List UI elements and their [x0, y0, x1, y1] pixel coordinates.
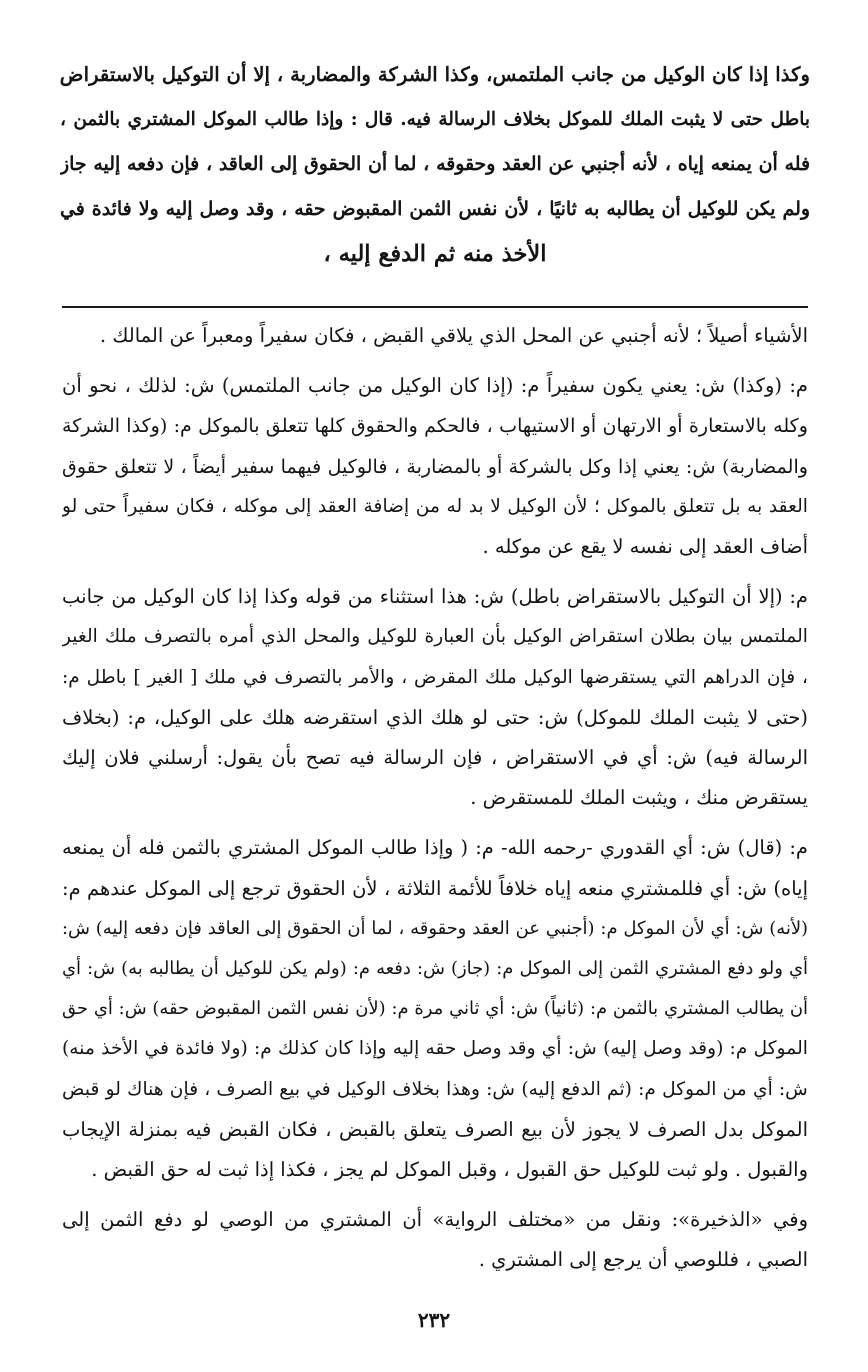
commentary-line: وفي «الذخيرة»: ونقل من «مختلف الرواية» أن المشتري من الوصي لو دفع الثمن إلى: [62, 1208, 808, 1232]
commentary-paragraph: [62, 577, 808, 818]
commentary-line: أضاف العقد إلى نفسه لا يقع عن موكله .: [482, 535, 808, 559]
commentary-line: الرسالة فيه) ش: أي في الاستقراض ، فإن الرسالة فيه تصح بأن يقول: أرسلني فلان إليك: [62, 746, 808, 770]
commentary-line: العقد به بل تتعلق بالموكل ؛ لأن الوكيل لا بد له من إضافة العقد إلى موكله ، فكان سفيراً حتى لو: [62, 495, 808, 517]
commentary-line: (لأنه) ش: أي لأن الموكل م: (أجنبي عن العقد وحقوقه ، لما أن الحقوق إلى العاقد فإن دفعه إليه) ش:: [62, 917, 808, 939]
commentary-text: [62, 316, 808, 1291]
commentary-paragraph: [62, 1200, 808, 1280]
main-text: [60, 52, 810, 284]
main-text-line: ولم يكن للوكيل أن يطالبه به ثانيًا ، لأن نفس الثمن المقبوض حقه ، وقد وصل إليه ولا فائدة في: [60, 198, 810, 220]
commentary-paragraph: [62, 316, 808, 356]
commentary-paragraph: [62, 366, 808, 567]
section-divider: [62, 306, 808, 308]
commentary-line: م: (وكذا) ش: يعني يكون سفيراً م: (إذا كان الوكيل من جانب الملتمس) ش: لذلك ، نحو أن: [62, 374, 808, 398]
page-number: ٢٣٢: [417, 1308, 451, 1332]
commentary-line: إياه) ش: أي فللمشتري منعه إياه خلافاً للأئمة الثلاثة ، لأن الحقوق ترجع إلى الموكل عندهم م:: [62, 876, 808, 900]
commentary-paragraph: [62, 828, 808, 1190]
commentary-line: ش: أي من الموكل م: (ثم الدفع إليه) ش: وهذا بخلاف الوكيل في بيع الصرف ، فإن هناك لو قبض: [62, 1078, 808, 1100]
commentary-line: والقبول . ولو ثبت للوكيل حق القبول ، وقبل الموكل لم يجز ، فكذا إذا ثبت له حق القبض .: [91, 1158, 808, 1182]
commentary-line: م: (قال) ش: أي القدوري -رحمه الله- م: ( وإذا طالب الموكل المشتري بالثمن فله أن يمنعه: [62, 836, 808, 860]
main-text-line: الأخذ منه ثم الدفع إليه ،: [323, 241, 547, 267]
commentary-line: الملتمس بيان بطلان استقراض الوكيل بأن العبارة للوكيل والمحل الذي أمره بالتصرف ملك الغير: [62, 626, 808, 648]
commentary-line: وكله بالاستعارة أو الارتهان أو الاستيهاب ، فالحكم والحقوق كلها تتعلق بالموكل م: (وكذا الشركة: [62, 414, 808, 438]
commentary-line: م: (إلا أن التوكيل بالاستقراض باطل) ش: هذا استثناء من قوله وكذا إذا كان الوكيل من جانب: [62, 585, 808, 609]
commentary-line: أن يطالب المشتري بالثمن م: (ثانياً) ش: أي ثاني مرة م: (لأن نفس الثمن المقبوض حقه) ش: أي حق: [62, 998, 808, 1020]
commentary-line: ، فإن الدراهم التي يستقرضها الوكيل ملك المقرض ، والأمر بالتصرف في ملك [ الغير ] باطل م:: [62, 666, 808, 688]
commentary-line: الموكل م: (وقد وصل إليه) ش: أي وقد وصل حقه إليه وإذا كان كذلك م: (ولا فائدة في الأخذ منه): [62, 1038, 808, 1060]
commentary-line: أي ولو دفع المشتري الثمن إلى الموكل م: (جاز) ش: دفعه م: (ولم يكن للوكيل أن يطالبه به) ش: أي: [62, 958, 808, 980]
commentary-line: والمضاربة) ش: يعني إذا وكل بالشركة أو بالمضاربة ، فالوكيل فيهما سفير أيضاً ، لا تتعلق حقوق: [62, 454, 808, 478]
main-text-line: وكذا إذا كان الوكيل من جانب الملتمس، وكذا الشركة والمضاربة ، إلا أن التوكيل بالاستقراض: [60, 63, 810, 86]
main-text-line: باطل حتى لا يثبت الملك للموكل بخلاف الرسالة فيه. قال : وإذا طالب الموكل المشتري بالثمن ،: [60, 109, 810, 130]
commentary-line: الموكل بدل الصرف لا يجوز لأن بيع الصرف يتعلق بالقبض ، فكان القبض فيه بمنزلة الإيجاب: [62, 1117, 808, 1141]
commentary-line: الأشياء أصيلاً ؛ لأنه أجنبي عن المحل الذي يلاقي القبض ، فكان سفيراً ومعبراً عن المالك .: [99, 324, 808, 347]
commentary-line: الصبي ، فللوصي أن يرجع إلى المشتري .: [478, 1248, 808, 1272]
commentary-line: (حتى لا يثبت الملك للموكل) ش: حتى لو هلك الذي استقرضه هلك على الوكيل، م: (بخلاف: [62, 705, 808, 729]
main-text-line: فله أن يمنعه إياه ، لأنه أجنبي عن العقد وحقوقه ، لما أن الحقوق إلى العاقد ، فإن دفعه إليه جاز: [60, 153, 810, 175]
commentary-line: يستقرض منك ، ويثبت الملك للمستقرض .: [470, 786, 808, 810]
